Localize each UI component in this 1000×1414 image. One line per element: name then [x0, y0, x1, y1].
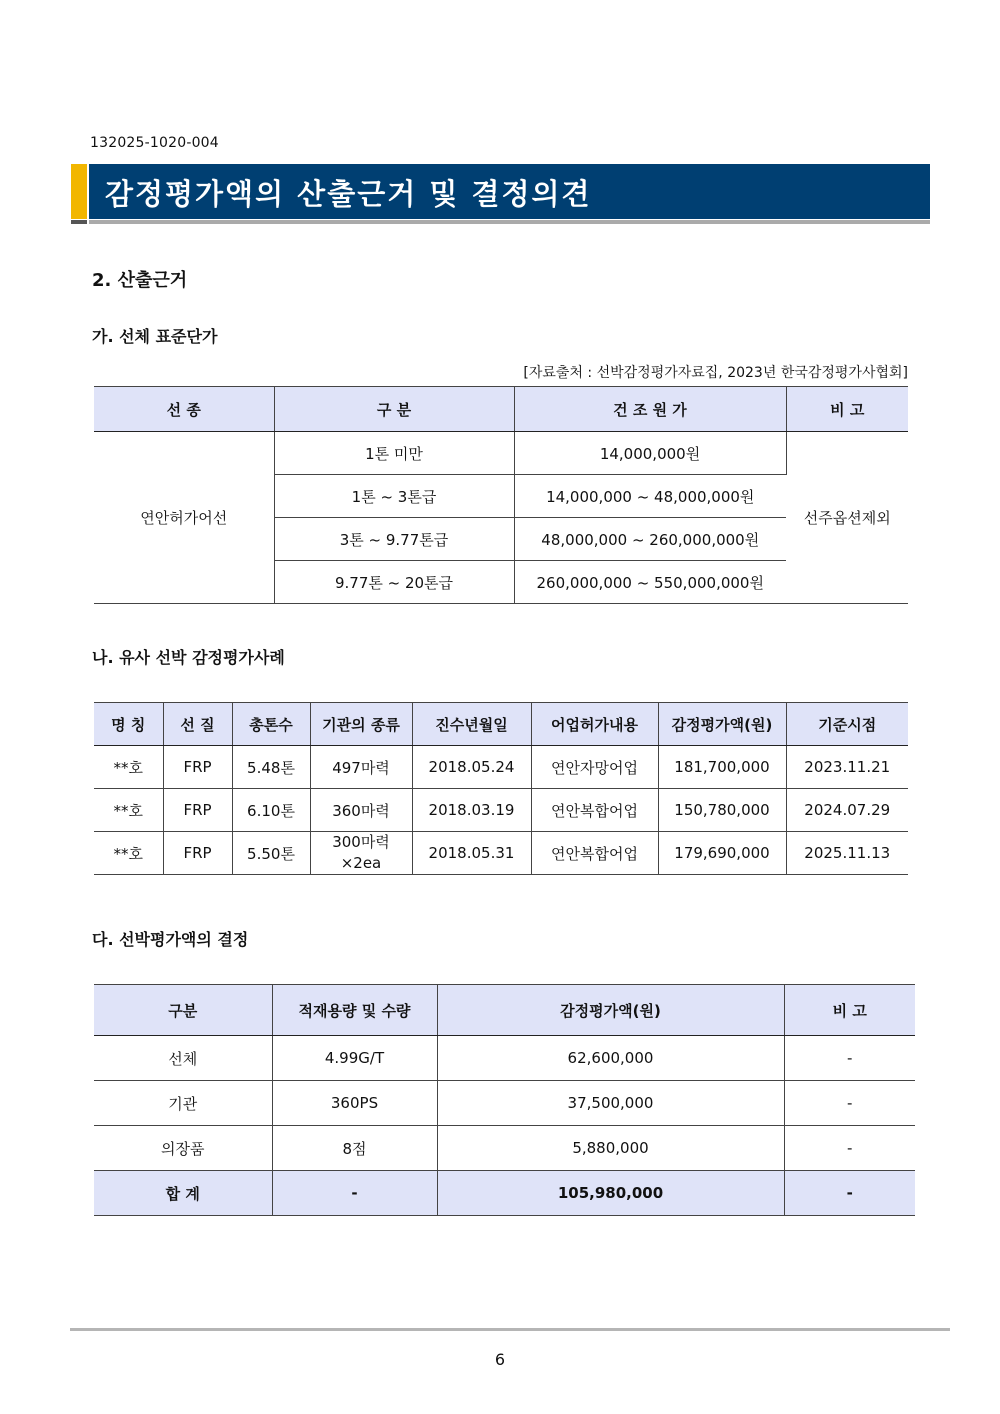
header-capacity: 적재용량 및 수량	[272, 985, 437, 1036]
value-cell: 181,700,000	[658, 746, 786, 789]
note-cell: -	[784, 1126, 915, 1171]
title-accent-bar	[71, 164, 87, 219]
header-tonnage: 총톤수	[232, 703, 310, 746]
section-heading: 2. 산출근거	[92, 270, 188, 291]
table-header-row	[94, 985, 915, 1036]
name-cell: **호	[94, 789, 163, 832]
cost-cell: 14,000,000원	[514, 432, 786, 475]
name-cell: **호	[94, 832, 163, 875]
range-cell: 1톤 ~ 3톤급	[274, 475, 514, 518]
page-number: 6	[494, 1350, 506, 1369]
footer-divider	[70, 1328, 950, 1331]
total-label-cell: 합 계	[94, 1171, 272, 1216]
note-cell: -	[784, 1081, 915, 1126]
range-cell: 9.77톤 ~ 20톤급	[274, 561, 514, 604]
header-build-cost: 건 조 원 가	[514, 387, 786, 432]
header-launch-date: 진수년월일	[412, 703, 531, 746]
table-header-row	[94, 703, 908, 746]
item-cell: 기관	[94, 1081, 272, 1126]
cost-cell: 48,000,000 ~ 260,000,000원	[514, 518, 786, 561]
total-capacity-cell: -	[272, 1171, 437, 1216]
engine-line-1: 300마력	[332, 833, 390, 851]
tonnage-cell: 6.10톤	[232, 789, 310, 832]
ship-type-cell: 연안허가어선	[94, 432, 274, 604]
document-id: 132025-1020-004	[90, 135, 219, 151]
header-engine: 기관의 종류	[310, 703, 412, 746]
cost-cell: 14,000,000 ~ 48,000,000원	[514, 475, 786, 518]
license-cell: 연안복합어업	[531, 789, 658, 832]
item-cell: 의장품	[94, 1126, 272, 1171]
header-item: 구분	[94, 985, 272, 1036]
value-cell: 37,500,000	[437, 1081, 784, 1126]
hull-standard-cost-table	[94, 386, 908, 604]
table-row	[94, 1036, 915, 1081]
engine-cell: 497마력	[310, 746, 412, 789]
engine-cell: 360마력	[310, 789, 412, 832]
header-material: 선 질	[163, 703, 232, 746]
table-row	[94, 432, 908, 475]
engine-cell	[310, 832, 412, 875]
date-cell: 2025.11.13	[786, 832, 908, 875]
name-cell: **호	[94, 746, 163, 789]
total-row	[94, 1171, 915, 1216]
subsection-heading-c: 다. 선박평가액의 결정	[92, 930, 249, 949]
tonnage-cell: 5.50톤	[232, 832, 310, 875]
range-cell: 3톤 ~ 9.77톤급	[274, 518, 514, 561]
value-cell: 62,600,000	[437, 1036, 784, 1081]
date-cell: 2023.11.21	[786, 746, 908, 789]
header-ship-type: 선 종	[94, 387, 274, 432]
note-cell: 선주옵션제외	[786, 432, 908, 604]
cost-cell: 260,000,000 ~ 550,000,000원	[514, 561, 786, 604]
header-appraised-value: 감정평가액(원)	[658, 703, 786, 746]
capacity-cell: 8점	[272, 1126, 437, 1171]
table-header-row	[94, 387, 908, 432]
material-cell: FRP	[163, 746, 232, 789]
subsection-heading-b: 나. 유사 선박 감정평가사례	[92, 648, 285, 667]
header-license: 어업허가내용	[531, 703, 658, 746]
range-cell: 1톤 미만	[274, 432, 514, 475]
header-category: 구 분	[274, 387, 514, 432]
subsection-heading-a: 가. 선체 표준단가	[92, 327, 218, 346]
table-row	[94, 832, 908, 875]
total-note-cell: -	[784, 1171, 915, 1216]
material-cell: FRP	[163, 789, 232, 832]
engine-line-2: ×2ea	[340, 854, 382, 872]
header-base-date: 기준시점	[786, 703, 908, 746]
similar-vessel-cases-table	[94, 702, 908, 875]
title-banner	[71, 164, 930, 219]
page-title: 감정평가액의 산출근거 및 결정의견	[105, 177, 592, 211]
license-cell: 연안자망어업	[531, 746, 658, 789]
title-underline	[71, 220, 930, 224]
value-cell: 179,690,000	[658, 832, 786, 875]
header-appraised-value: 감정평가액(원)	[437, 985, 784, 1036]
launch-cell: 2018.05.24	[412, 746, 531, 789]
table-row	[94, 1081, 915, 1126]
note-cell: -	[784, 1036, 915, 1081]
table-row	[94, 746, 908, 789]
header-name: 명 칭	[94, 703, 163, 746]
launch-cell: 2018.05.31	[412, 832, 531, 875]
table-row	[94, 789, 908, 832]
license-cell: 연안복합어업	[531, 832, 658, 875]
item-cell: 선체	[94, 1036, 272, 1081]
header-note: 비 고	[786, 387, 908, 432]
header-note: 비 고	[784, 985, 915, 1036]
capacity-cell: 360PS	[272, 1081, 437, 1126]
source-note: [자료출처 : 선박감정평가자료집, 2023년 한국감정평가사협회]	[523, 365, 908, 381]
capacity-cell: 4.99G/T	[272, 1036, 437, 1081]
material-cell: FRP	[163, 832, 232, 875]
value-cell: 5,880,000	[437, 1126, 784, 1171]
valuation-decision-table	[94, 984, 915, 1216]
total-value-cell: 105,980,000	[437, 1171, 784, 1216]
launch-cell: 2018.03.19	[412, 789, 531, 832]
value-cell: 150,780,000	[658, 789, 786, 832]
date-cell: 2024.07.29	[786, 789, 908, 832]
tonnage-cell: 5.48톤	[232, 746, 310, 789]
table-row	[94, 1126, 915, 1171]
